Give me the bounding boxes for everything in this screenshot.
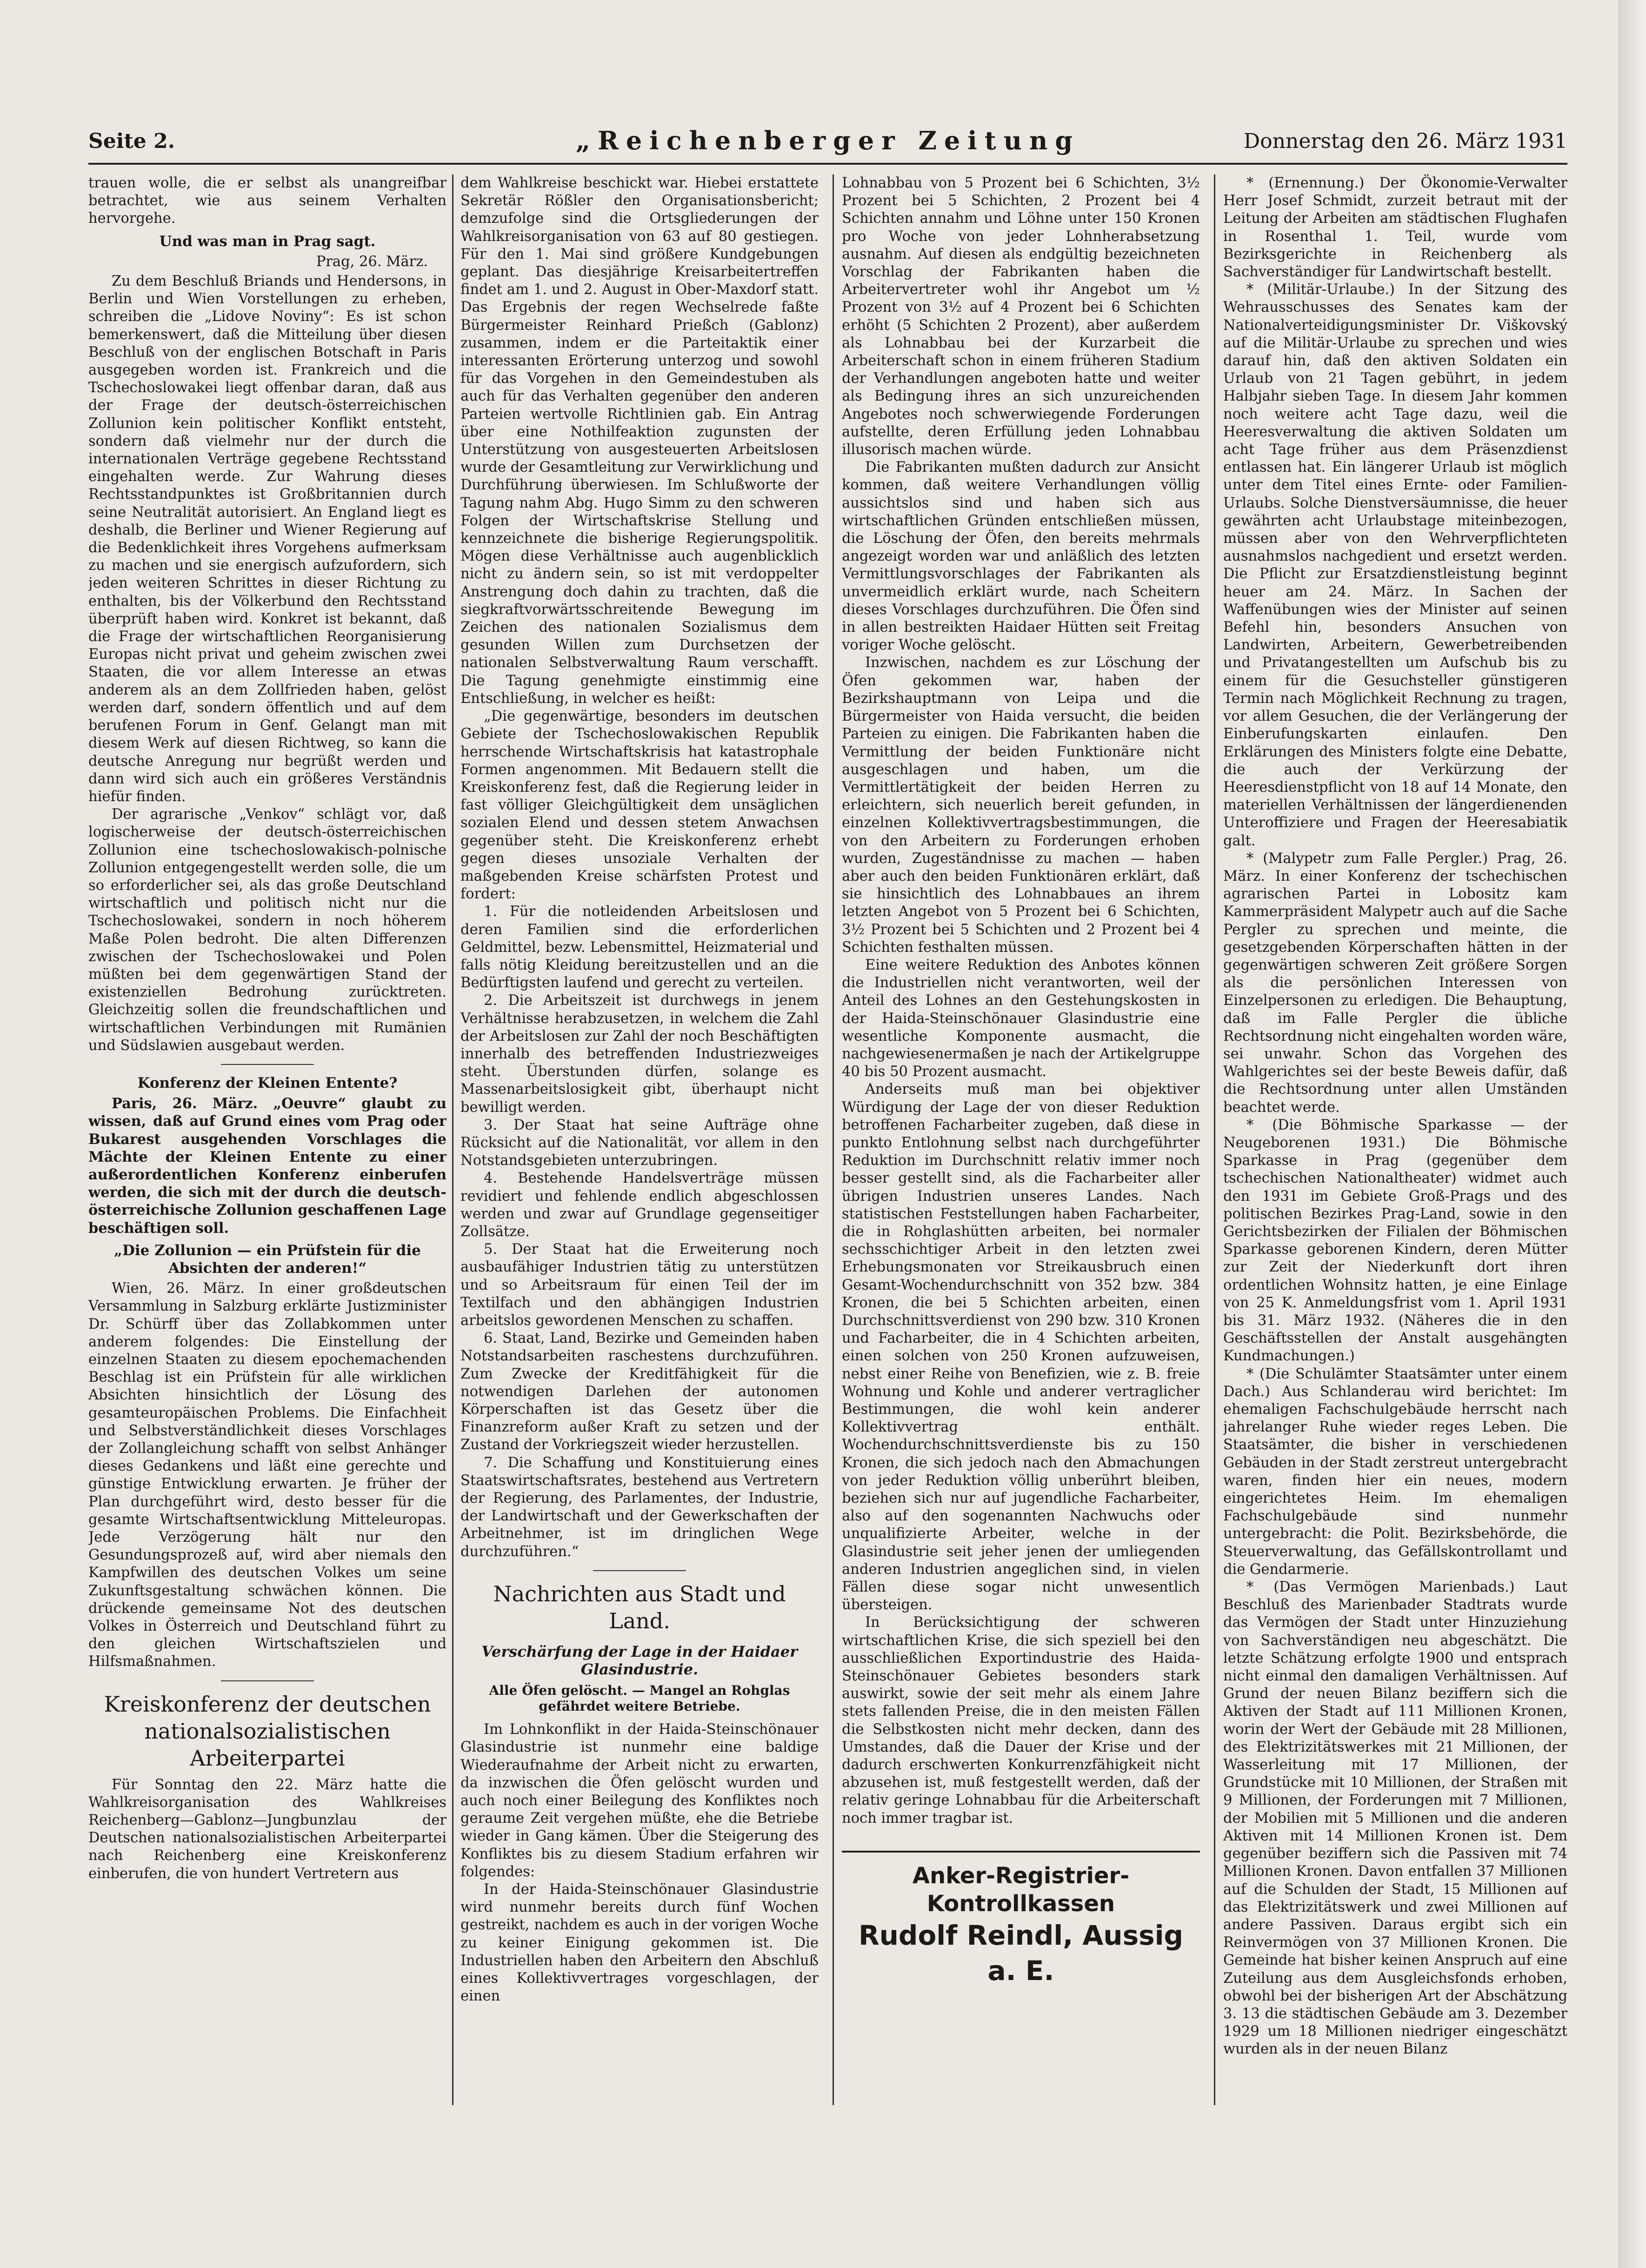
paragraph: In der Haida-Steinschönauer Glasindustrie wird nunmehr bereits durch fünf Wochen gestreikt, nachdem es auch in der vorigen Woche zu keiner Einigung gekommen ist. Die Industriellen haben den Arbeitern den Abschluß eines Kollektivvertrages vorgeschlagen, der einen	[460, 1881, 819, 2005]
section-heading: Und was man in Prag sagt.	[159, 233, 376, 250]
article-headline: Verschärfung der Lage in der Haidaer Glasindustrie.	[481, 1642, 798, 1679]
paragraph: Inzwischen, nachdem es zur Löschung der Öfen gekommen war, haben der Bezirkshauptmann von Leipa und die Bürgermeister von Haida versucht, die beiden Parteien zu einigen. Die Fabrikanten haben die Vermittlung der beiden Funktionäre nicht ausgeschlagen und haben, um die Vermittlertätigkeit der beiden Herren zu erleichtern, sich neuerlich bereit gefunden, in einzelnen Kollektivvertragsbestimmungen, die von den Arbeitern zu Forderungen erhoben wurden, Zugeständnisse zu machen — haben aber auch den beiden Funktionären erklärt, daß sie hinsichtlich des Lohnabbaues an ihrem letzten Angebot von 5 Prozent bei 6 Schichten, 3½ Prozent bei 5 Schichten und 2 Prozent bei 4 Schichten festhalten müssen.	[842, 655, 1200, 956]
news-item: * (Das Vermögen Marienbads.) Laut Beschluß des Marienbader Stadtrats wurde das Vermögen der Stadt unter Hinzuziehung von Sachverständigen neu abgeschätzt. Die letzte Schätzung erfolgte 1900 und entsprach nicht einmal den damaligen Verhältnissen. Auf Grund der neuen Bilanz beziffern sich die Aktiven der Stadt auf 111 Millionen Kronen, worin der Wert der Gebäude mit 28 Millionen, des Elektrizitätswerkes mit 21 Millionen, der Wasserleitung mit 17 Millionen, der Grundstücke mit 10 Millionen, der Straßen mit 9 Millionen, der Forderungen mit 7 Millionen, der Mobilien mit 5 Millionen und die anderen Aktiven mit 14 Millionen Kronen ist. Dem gegenüber beziffern sich die Passiven mit 74 Millionen Kronen. Davon entfallen 37 Millionen auf die Schulden der Stadt, 15 Millionen auf das Elektrizitätswerk und zwei Millionen auf andere Passiven. Daraus ergibt sich ein Reinvermögen von 37 Millionen Kronen. Die Gemeinde hat bisher keinen Anspruch auf eine Zuteilung aus dem Ausgleichsfonds erhoben, obwohl bei der bisherigen Art der Abschätzung 3. 13 die städtischen Gebäude am 3. Dezember 1929 um 18 Millionen niedriger eingeschätzt wurden als in der neuen Bilanz	[1223, 1579, 1567, 2058]
column-rule	[452, 174, 453, 2105]
section-heading: Konferenz der Kleinen Entente?	[137, 1074, 398, 1091]
paragraph: Im Lohnkonflikt in der Haida-Steinschönauer Glasindustrie ist nunmehr eine baldige Wiederaufnahme der Arbeit nicht zu erwarten, da inzwischen die Öfen gelöscht wurden und auch noch einer Beilegung des Konfliktes noch geraume Zeit vergehen müßte, ehe die Betriebe wieder in Gang kämen. Über die Steigerung des Konfliktes bis zu diesem Stadium erfahren wir folgendes:	[460, 1721, 819, 1880]
newspaper-title: „Reichenberger Zeitung	[575, 126, 1080, 155]
paragraph: 5. Der Staat hat die Erweiterung noch ausbaufähiger Industrien tätig zu unterstützen und so Arbeitsraum für einen Teil der im Textilfach und den abhängigen Industrien arbeitslos gewordenen Menschen zu schaffen.	[460, 1241, 819, 1329]
separator	[593, 1570, 686, 1571]
section-headline: Nachrichten aus Stadt und Land.	[493, 1581, 786, 1633]
paragraph: Für Sonntag den 22. März hatte die Wahlkreisorganisation des Wahlkreises Reichenberg—Gablonz—Jungbunzlau der Deutschen nationalsozialistischen Arbeiterpartei nach Reichenberg eine Kreiskonferenz einberufen, die von hundert Vertretern aus	[88, 1776, 446, 1882]
news-item: * (Die Böhmische Sparkasse — der Neugeborenen 1931.) Die Böhmische Sparkasse in Prag (gegenüber dem tschechischen Nationaltheater) widmet auch den 1931 im Gebiete Groß-Prags und des politischen Bezirkes Prag-Land, sowie in den Gerichtsbezirken der Filialen der Böhmischen Sparkasse geborenen Kindern, deren Mütter zur Zeit der Niederkunft dort ihren ordentlichen Wohnsitz hatten, je eine Einlage von 25 K. Anmeldungsfrist vom 1. April 1931 bis 31. März 1932. (Näheres die in den Geschäftsstellen der Anstalt ausgehängten Kundmachungen.)	[1223, 1117, 1567, 1365]
dateline: Prag, 26. März.	[316, 253, 428, 270]
advertisement	[842, 1851, 1200, 1988]
column-3	[842, 174, 1200, 2105]
article-headline: Kreiskonferenz der deutschen nationalsozialistischen Arbeiterpartei	[104, 1691, 431, 1771]
paragraph: Eine weitere Reduktion des Anbotes können die Industriellen nicht verantworten, weil der Anteil des Lohnes an den Gestehungskosten in der Haida-Steinschönauer Glasindustrie eine wesentliche Komponente ausmacht, die nachgewiesenermaßen je nach der Artikelgruppe 40 bis 50 Prozent ausmacht.	[842, 957, 1200, 1080]
paragraph: Lohnabbau von 5 Prozent bei 6 Schichten, 3½ Prozent bei 5 Schichten, 2 Prozent bei 4 Schichten annahm und Löhne unter 150 Kronen pro Woche von jeder Lohnherabsetzung ausnahm. Auf diesen als endgültig bezeichneten Vorschlag der Fabrikanten haben die Arbeitervertreter wohl ihr Angebot um ½ Prozent von 3½ auf 4 Prozent bei 6 Schichten erhöht (5 Schichten 2 Prozent), aber außerdem als Lohnabbau bei der Kurzarbeit die Arbeiterschaft schon in einem früheren Stadium der Verhandlungen angeboten hatte und weiter als Bedingung ihres an sich unzureichenden Angebotes noch schwerwiegende Forderungen aufstellte, deren Erfüllung jeden Lohnabbau illusorisch machen würde.	[842, 175, 1200, 458]
section-heading: „Die Zollunion — ein Prüfstein für die Absichten der anderen!“	[114, 1242, 421, 1277]
article-subheading: Alle Öfen gelöscht. — Mangel an Rohglas gefährdet weitere Betriebe.	[489, 1683, 790, 1714]
paragraph: „Die gegenwärtige, besonders im deutschen Gebiete der Tschechoslowakischen Republik herrschende Wirtschaftskrisis hat katastrophale Formen angenommen. Mit Bedauern stellt die Kreiskonferenz fest, daß die Regierung leider in fast völliger Gleichgültigkeit dem unsäglichen sozialen Elend und dessen stetem Anwachsen gegenüber steht. Die Kreiskonferenz erhebt gegen dieses unsoziale Verhalten der maßgebenden Kreise schärfsten Protest und fordert:	[460, 708, 819, 903]
column-rule	[833, 174, 834, 2105]
paragraph: Die Fabrikanten mußten dadurch zur Ansicht kommen, daß weitere Verhandlungen völlig aussichtslos sind und haben sich aus wirtschaftlichen Gründen entschließen müssen, die Löschung der Öfen, den bereits mehrmals angezeigt worden war und anläßlich des letzten Vermittlungsvorschlages der Fabrikanten als unvermeidlich erklärt wurde, nach Scheitern dieses Vorschlages durchzuführen. Die Öfen sind in allen bestreikten Haidaer Hütten seit Freitag voriger Woche gelöscht.	[842, 459, 1200, 654]
paragraph: Zu dem Beschluß Briands und Hendersons, in Berlin und Wien Vorstellungen zu erheben, schreiben die „Lidove Noviny“: Es ist schon bemerkenswert, daß die Mitteilung über diesen Beschluß von der englischen Botschaft in Paris ausgegeben worden ist. Frankreich und die Tschechoslowakei liegt offenbar daran, daß aus der Frage der deutsch-österreichischen Zollunion kein politischer Konflikt entsteht, sondern daß vielmehr nur der durch die internationalen Verträge gegebene Rechtsstand eingehalten werde. Zur Wahrung dieses Rechtsstandpunktes ist Großbritannien durch seine Neutralität autorisiert. An England liegt es deshalb, die Berliner und Wiener Regierung auf die Bedenklichkeit ihres Vorgehens aufmerksam zu machen und sie energisch aufzufordern, sich jeden weiteren Schrittes in dieser Richtung zu enthalten, bis der Völkerbund den Rechtsstand überprüft haben wird. Konkret ist bekannt, daß die Frage der wirtschaftlichen Reorganisierung Europas nicht privat und geheim zwischen zwei Staaten, die vor allem Interesse an etwas anderem als an dem Zollfrieden haben, gelöst werden darf, sondern öffentlich und auf dem berufenen Forum in Genf. Gelangt man mit diesem Werk auf diesen Richtweg, so kann die deutsche Anregung nur begrüßt werden und dann wird sich auch ein größeres Verständnis hiefür finden.	[88, 273, 446, 805]
paragraph: Der agrarische „Venkov“ schlägt vor, daß logischerweise der deutsch-österreichischen Zollunion eine tschechoslowakisch-polnische Zollunion entgegengestellt werden solle, die um so erforderlicher sei, als das große Deutschland wirtschaftlich und politisch nicht nur die Tschechoslowakei, sondern in noch höherem Maße Polen bedroht. Die alten Differenzen zwischen der Tschechoslowakei und Polen müßten bei dem gegenwärtigen Stand der existenziellen Bedrohung zurücktreten. Gleichzeitig sollen die freundschaftlichen und wirtschaftlichen Verbindungen mit Rumänien und Südslawien ausgebaut werden.	[88, 806, 446, 1054]
paragraph: 6. Staat, Land, Bezirke und Gemeinden haben Notstandsarbeiten raschestens durchzuführen. Zum Zwecke der Kreditfähigkeit für die notwendigen Darlehen der autonomen Körperschaften ist das Gesetz über die Finanzreform außer Kraft zu setzen und der Zustand der Vorkriegszeit wieder herzustellen.	[460, 1330, 819, 1453]
page-header	[88, 126, 1567, 165]
paragraph: Paris, 26. März. „Oeuvre“ glaubt zu wissen, daß auf Grund eines vom Prag oder Bukarest ausgehenden Vorschlages die Mächte der Kleinen Entente zu einer außerordentlichen Konferenz einberufen werden, die sich mit der durch die deutsch-österreichische Zollunion geschaffenen Lage beschäftigen soll.	[88, 1095, 446, 1237]
column-rule	[1214, 174, 1215, 2105]
paragraph: In Berücksichtigung der schweren wirtschaftlichen Krise, die sich speziell bei den ausschließlichen Exportindustrie des Haida-Steinschönauer Gebietes besonders stark auswirkt, sowie der seit mehr als einem Jahre stets fallenden Preise, die in den meisten Fällen die Selbstkosten nicht mehr decken, dann des Umstandes, daß die Dauer der Krise und der dadurch erschwerten Konkurrenzfähigkeit nicht abzusehen ist, muß festgestellt werden, daß der relativ geringe Lohnabbau für die Arbeiterschaft noch immer tragbar ist.	[842, 1614, 1200, 1826]
page-number: Seite 2.	[88, 129, 175, 153]
paragraph: 7. Die Schaffung und Konstituierung eines Staatswirtschaftsrates, bestehend aus Vertretern der Regierung, des Parlamentes, der Industrie, der Landwirtschaft und der Gewerkschaften der Arbeitnehmer, ist im dringlichen Wege durchzuführen.“	[460, 1454, 819, 1560]
paragraph: Wien, 26. März. In einer großdeutschen Versammlung in Salzburg erklärte Justizminister Dr. Schürff über das Zollabkommen unter anderem folgendes: Die Einstellung der einzelnen Staaten zu diesem epochemachenden Beschlag ist ein Prüfstein für alle wirklichen Absichten hinsichtlich der Lösung des gesamteuropäischen Problems. Die Einfachheit und Selbstverständlichkeit dieses Vorschlages der Zollangleichung schafft von selbst Anhänger dieses Gedankens und läßt eine gerechte und günstige Entwicklung erwarten. Je früher der Plan durchgeführt wird, desto besser für die gesamte Wirtschaftsentwicklung Mitteleuropas. Jede Verzögerung hält nur den Gesundungsprozeß auf, wird aber niemals den Kampfwillen des deutschen Volkes um seine Zukunftsgestaltung schwächen können. Die drückende gemeinsame Not des deutschen Volkes in Österreich und Deutschland führt zu den gleichen Wirtschaftszielen und Hilfsmaßnahmen.	[88, 1280, 446, 1670]
issue-date: Donnerstag den 26. März 1931	[1243, 129, 1567, 153]
paragraph: 3. Der Staat hat seine Aufträge ohne Rücksicht auf die Nationalität, vor allem in den Notstandsgebieten unterzubringen.	[460, 1117, 819, 1169]
news-item: * (Malypetr zum Falle Pergler.) Prag, 26. März. In einer Konferenz der tschechischen agrarischen Partei in Lobositz kam Kammerpräsident Malypetr auch auf die Sache Pergler zu sprechen und meinte, die gesetzgebenden Körperschaften hätten in der gegenwärtigen schweren Zeit größere Sorgen als die persönlichen Interessen von Einzelpersonen zu erledigen. Die Behauptung, daß im Falle Pergler die übliche Rechtsordnung nicht eingehalten worden wäre, sei unwahr. Schon das Vorgehen des Wahlgerichtes sei der beste Beweis dafür, daß die Rechtsordnung unter allen Umständen beachtet werde.	[1223, 850, 1567, 1116]
column-1	[88, 174, 446, 2105]
separator	[221, 1064, 314, 1065]
paragraph: 4. Bestehende Handelsverträge müssen revidiert und fehlende endlich abgeschlossen werden und zwar auf Grundlage gegenseitiger Zollsätze.	[460, 1170, 819, 1240]
column-4	[1223, 174, 1567, 2105]
ad-line-1: Anker-Registrier-Kontrollkassen	[912, 1862, 1130, 1917]
news-item: * (Militär-Urlaube.) In der Sitzung des Wehrausschusses des Senates kam der Nationalverteidigungsminister Dr. Viškovský auf die Militär-Urlaube zu sprechen und wies darauf hin, daß den aktiven Soldaten ein Urlaub von 21 Tagen gebührt, in jedem Halbjahr sieben Tage. In diesem Jahr kommen noch weitere acht Tage dazu, weil die Heeresverwaltung die aktiven Soldaten um acht Tage früher aus dem Präsenzdienst entlassen hat. Ein längerer Urlaub ist möglich unter dem Titel eines Ernte- oder Familien-Urlaubs. Solche Dienstversäumnisse, die heuer gewährten acht Urlaubstage miteinbezogen, müssen aber von den Wehrverpflichteten ausnahmslos nachgedient und ersetzt werden. Die Pflicht zur Ersatzdienstleistung beginnt heuer am 24. März. In Sachen der Waffenübungen wies der Minister auf seinen Befehl hin, besonders Ansuchen von Landwirten, Arbeitern, Gewerbetreibenden und Privatangestellten um Aufschub bis zu einem für die Gesuchsteller günstigeren Termin nach Möglichkeit Rechnung zu tragen, vor allem Gesuchen, die der Verlängerung der Einberufungskarten einlaufen. Den Erklärungen des Ministers folgte eine Debatte, die auch der Verkürzung der Heeresdienstpflicht von 18 auf 14 Monate, den materiellen Verhältnissen der längerdienenden Unteroffiziere und Fragen der Heeresabiatik galt.	[1223, 281, 1567, 849]
separator	[221, 1680, 314, 1681]
page-edge	[1618, 0, 1646, 2268]
news-item: * (Ernennung.) Der Ökonomie-Verwalter Herr Josef Schmidt, zurzeit betraut mit der Leitung der Arbeiten am städtischen Flughafen in Rosenthal 1. Teil, wurde vom Bezirksgerichte in Reichenberg als Sachverständiger für Landwirtschaft bestellt.	[1223, 175, 1567, 281]
column-2	[460, 174, 819, 2105]
article-continuation: trauen wolle, die er selbst als unangreifbar betrachtet, wie aus seinem Verhalten hervorgehe.	[88, 175, 446, 227]
ad-line-2: Rudolf Reindl, Aussig a. E.	[858, 1919, 1184, 1987]
paragraph: 1. Für die notleidenden Arbeitslosen und deren Familien sind die erforderlichen Geldmittel, bezw. Lebensmittel, Heizmaterial und falls nötig Kleidung bereitzustellen und an die Bedürftigsten laufend und gerecht zu verteilen.	[460, 903, 819, 991]
paragraph: Anderseits muß man bei objektiver Würdigung der Lage der von dieser Reduktion betroffenen Facharbeiter zugeben, daß diese in punkto Entlohnung selbst nach durchgeführter Reduktion im Durchschnitt relativ immer noch besser gestellt sind, als die Facharbeiter aller übrigen Industrien unseres Landes. Nach statistischen Feststellungen haben Facharbeiter, die in Rohglashütten arbeiten, bei normaler sechsschichtiger Arbeit in den letzten zwei Erhebungsmonaten vor Streikausbruch einen Gesamt-Wochendurchschnitt von 352 bzw. 384 Kronen, die bei 5 Schichten arbeiten, einen Durchschnittsverdienst von 290 bzw. 310 Kronen und Facharbeiter, die in 4 Schichten arbeiten, einen solchen von 250 Kronen aufzuweisen, nebst einer Reihe von Benefizien, wie z. B. freie Wohnung und Kohle und anderer vertraglicher Bestimmungen, die wohl kein anderer Kollektivvertrag enthält. Wochendurchschnittsverdienste bis zu 150 Kronen, die sich jedoch nach den Abmachungen von jeder Reduktion völlig unberührt bleiben, beziehen sich nur auf jugendliche Facharbeiter, also auf den sogenannten Nachwuchs oder unqualifizierte Arbeiter, welche in der Glasindustrie seit jeher jenen der umliegenden anderen Industrien angeglichen sind, in vielen Fällen diese sogar nicht unwesentlich übersteigen.	[842, 1081, 1200, 1613]
news-item: * (Die Schulämter Staatsämter unter einem Dach.) Aus Schlanderau wird berichtet: Im ehemaligen Fachschulgebäude herrscht nach jahrelanger Ruhe wieder reges Leben. Die Staatsämter, die bisher in verschiedenen Gebäuden in der Stadt zerstreut untergebracht waren, finden hier ein neues, modern eingerichtetes Heim. Im ehemaligen Fachschulgebäude sind nunmehr untergebracht: die Polit. Bezirksbehörde, die Steuerverwaltung, das Gefällskontrollamt und die Gendarmerie.	[1223, 1365, 1567, 1578]
paragraph: 2. Die Arbeitszeit ist durchwegs in jenem Verhältnisse herabzusetzen, in welchem die Zahl der Arbeitslosen zur Zahl der noch Beschäftigten innerhalb des betreffenden Industriezweiges steht. Überstunden dürfen, solange es Massenarbeitslosigkeit gibt, überhaupt nicht bewilligt werden.	[460, 992, 819, 1116]
paragraph: dem Wahlkreise beschickt war. Hiebei erstattete Sekretär Rößler den Organisationsbericht; demzufolge sind die Ortsgliederungen der Wahlkreisorganisation von 63 auf 80 gestiegen. Für den 1. Mai sind größere Kundgebungen geplant. Das diesjährige Kreisarbeitertreffen findet am 1. und 2. August in Ober-Maxdorf statt. Das Ergebnis der regen Wechselrede faßte Bürgermeister Reinhard Prießch (Gablonz) zusammen, indem er die Parteitaktik einer interessanten Erörterung unterzog und sowohl für das Vorgehen in den Gemeindestuben als auch für das Verhalten gegenüber den anderen Parteien wertvolle Richtlinien gab. Ein Antrag über eine Nothilfeaktion zugunsten der Unterstützung von ausgesteuerten Arbeitslosen wurde der Gesamtleitung zur Verwirklichung und Durchführung überwiesen. Im Schlußworte der Tagung nahm Abg. Hugo Simm zu den schweren Folgen der Wirtschaftskrise Stellung und kennzeichnete die bisherige Regierungspolitik. Mögen diese Verhältnisse auch augenblicklich nicht zu ändern sein, so ist mit verdoppelter Anstrengung doch dahin zu trachten, daß die siegkraftvorwärtsschreitende Bewegung im Zeichen des nationalen Sozialismus dem gesunden Willen zum Durchsetzen der nationalen Selbstverwaltung Raum verschafft. Die Tagung genehmigte einstimmig eine Entschließung, in welcher es heißt:	[460, 175, 819, 707]
